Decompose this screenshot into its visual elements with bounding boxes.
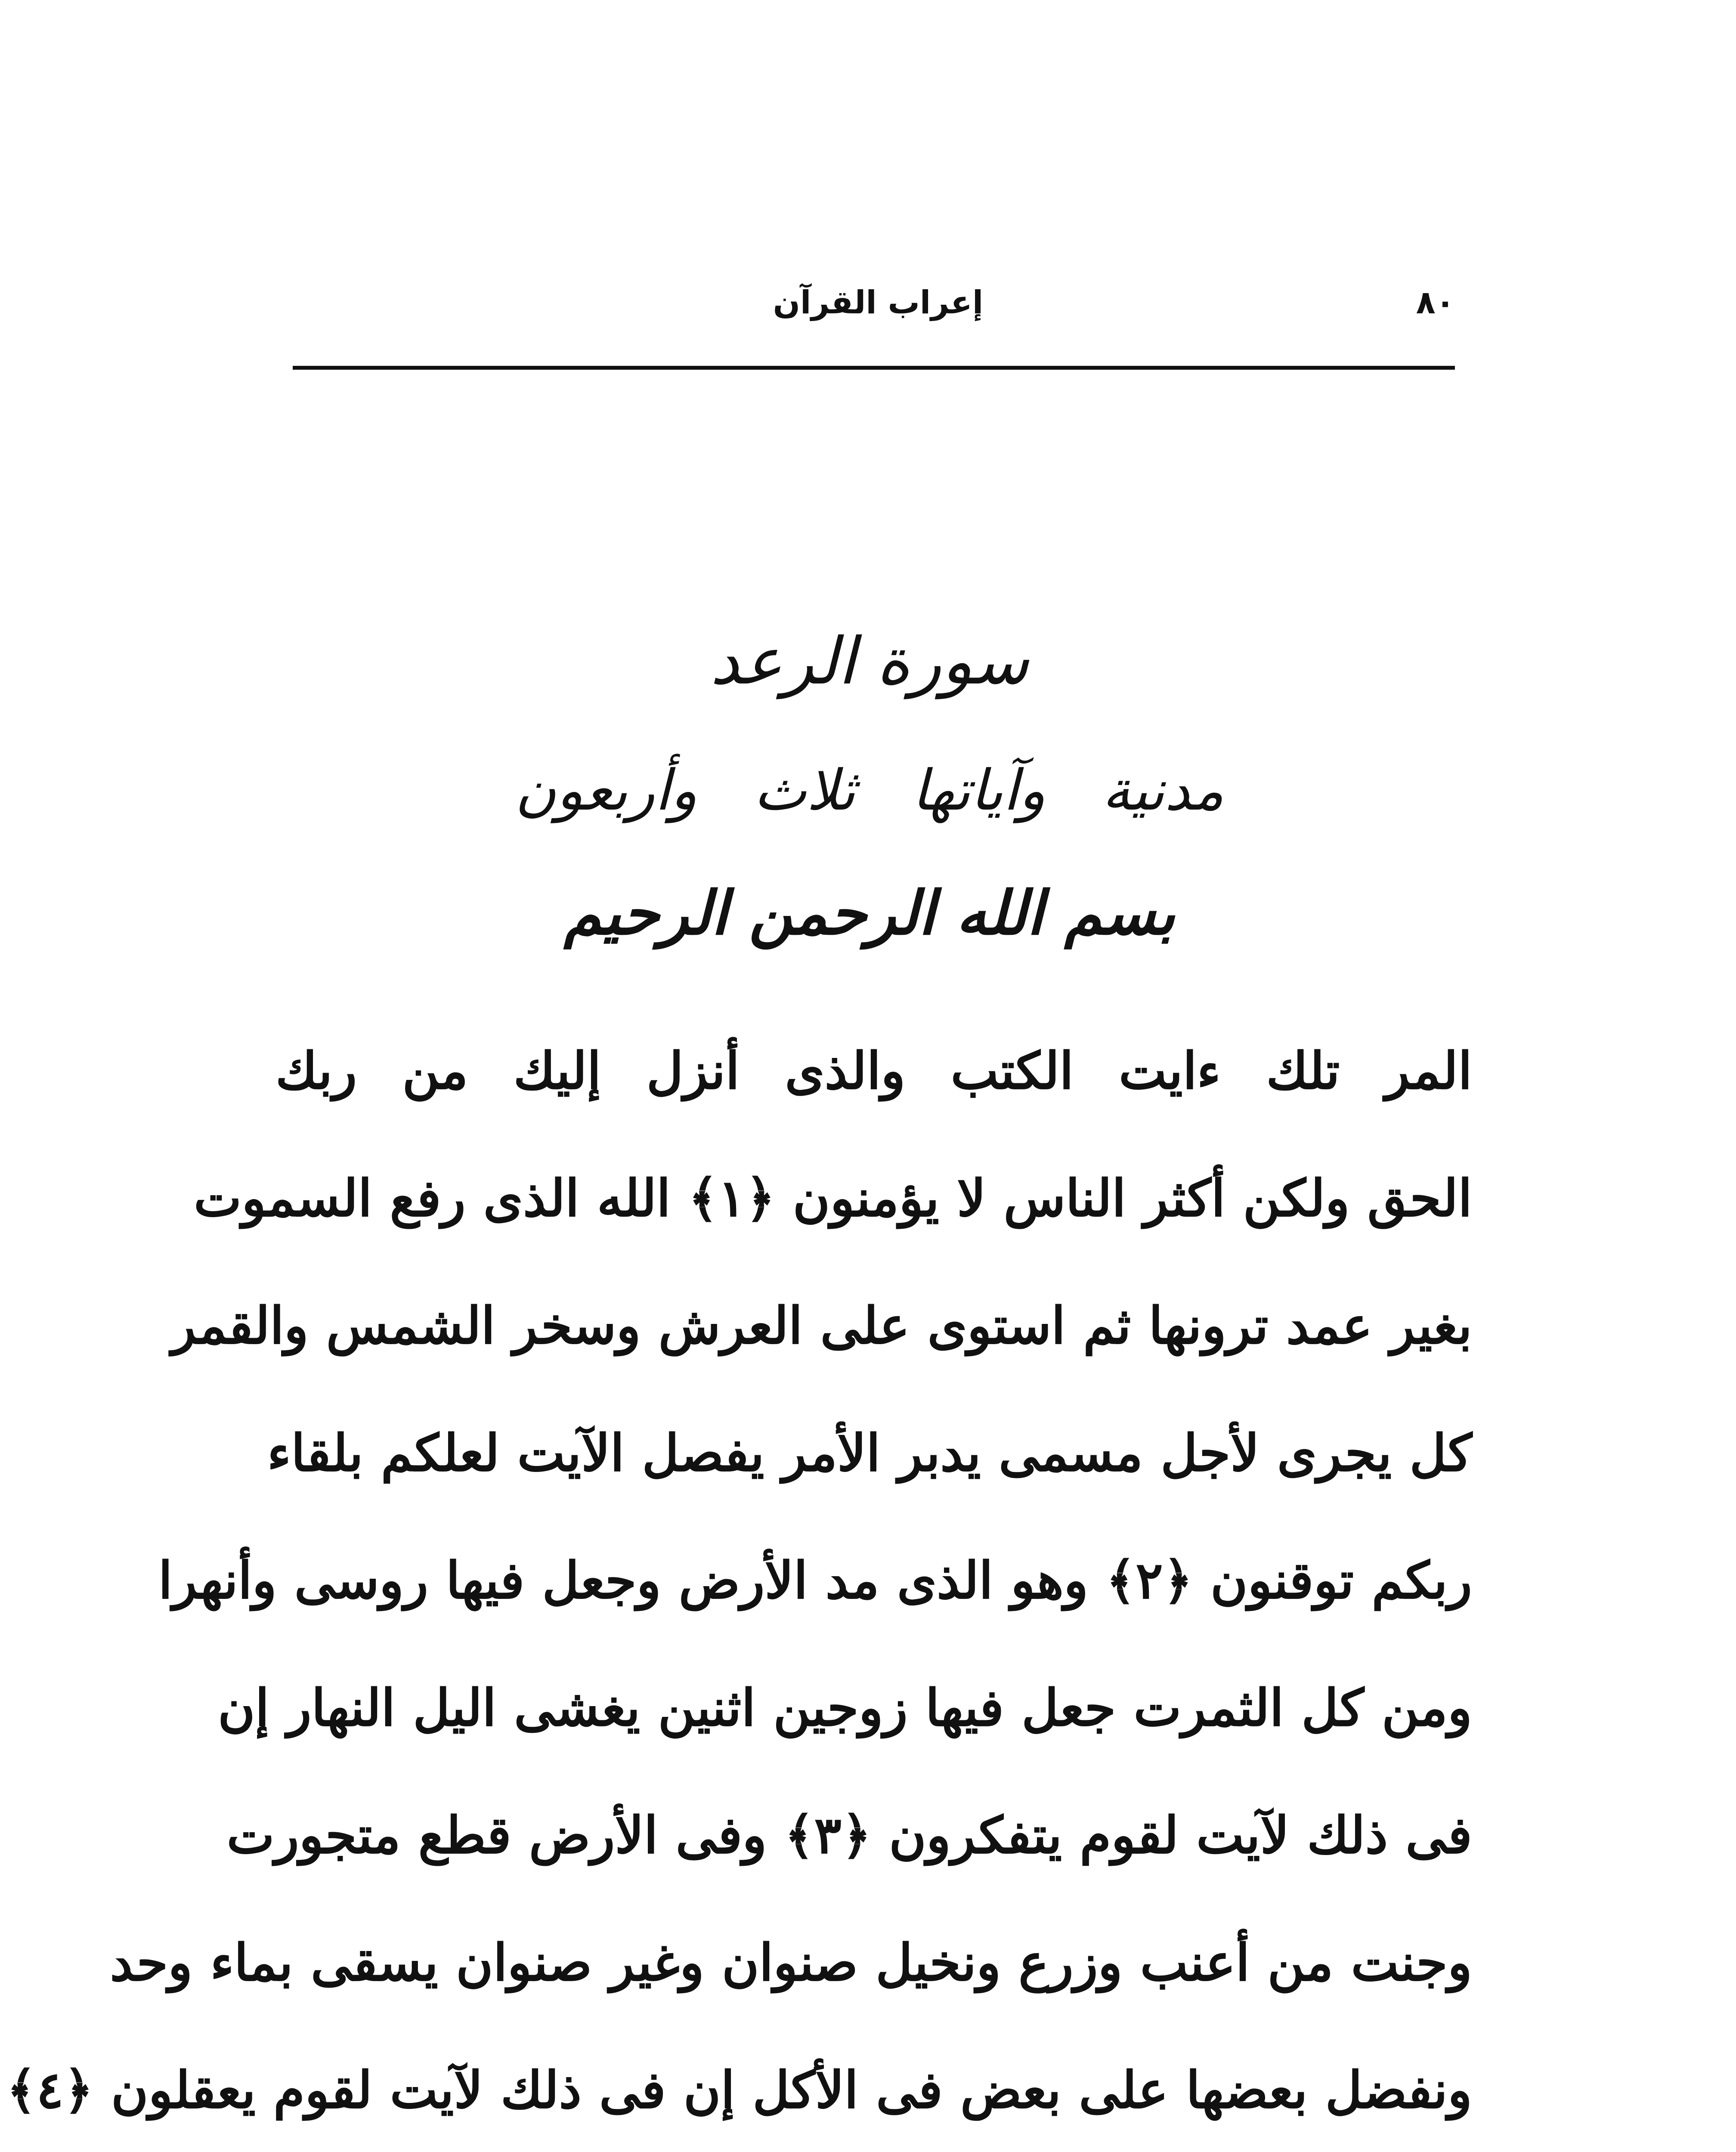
verse-line: بغير عمد ترونها ثم استوى على العرش وسخر الشمس والقمر (171, 1296, 1472, 1355)
verse-line: ونفضل بعضها على بعض فى الأكل إن فى ذلك لآيت لقوم يعقلون ﴿٤﴾ (6, 2060, 1472, 2120)
page-header (293, 275, 1455, 336)
verse-line: ربكم توقنون ﴿٢﴾ وهو الذى مد الأرض وجعل فيها روسى وأنهرا (158, 1550, 1472, 1610)
surah-info: مدنية وآياتها ثلاث وأربعون (515, 758, 1224, 823)
verse-line: الحق ولكن أكثر الناس لا يؤمنون ﴿١﴾ الله الذى رفع السموت (194, 1168, 1472, 1228)
verse-line: وجنت من أعنب وزرع ونخيل صنوان وغير صنوان يسقى بماء وحد (110, 1932, 1472, 1992)
verses-block (6, 1007, 1472, 2152)
book-title: إعراب القرآن (773, 284, 984, 321)
verse-line: المر تلك ءايت الكتب والذى أنزل إليك من ربك (275, 1041, 1472, 1101)
page-number: ٨٠ (1416, 284, 1455, 321)
surah-title: سورة الرعد (710, 624, 1029, 699)
verse-line: ومن كل الثمرت جعل فيها زوجين اثنين يغشى اليل النهار إن (218, 1678, 1472, 1738)
header-divider (293, 366, 1455, 370)
verse-line: كل يجرى لأجل مسمى يدبر الأمر يفصل الآيت لعلكم بلقاء (267, 1423, 1472, 1483)
verse-line: فى ذلك لآيت لقوم يتفكرون ﴿٣﴾ وفى الأرض قطع متجورت (226, 1805, 1472, 1865)
basmala: بسم الله الرحمن الرحيم (564, 878, 1175, 949)
